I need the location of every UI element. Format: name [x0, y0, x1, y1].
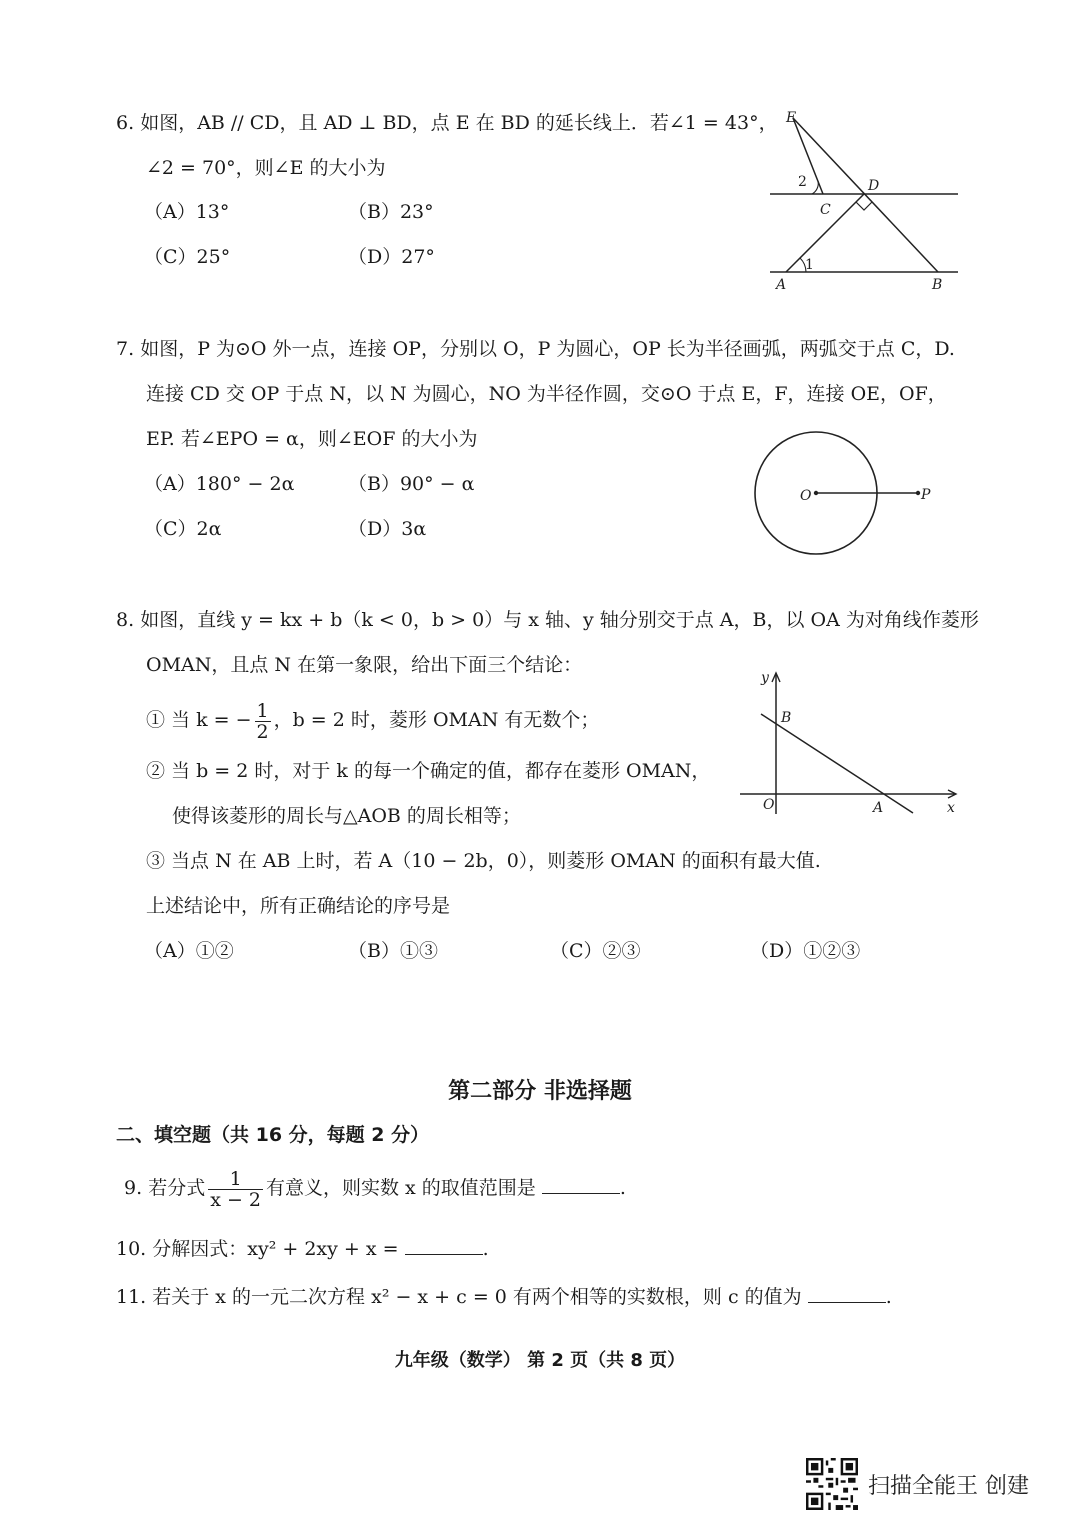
q7-option-d: （D）3α	[348, 518, 427, 540]
q10-end: .	[482, 1238, 489, 1260]
q6-label-d: D	[868, 178, 880, 194]
q8-c1-post: ，b = 2 时，菱形 OMAN 有无数个；	[273, 709, 600, 731]
part2-title: 第二部分 非选择题	[448, 1079, 632, 1104]
q8-question: 上述结论中，所有正确结论的序号是	[146, 895, 451, 917]
q7-label-o: O	[800, 488, 812, 504]
q9-answer-blank[interactable]	[542, 1171, 620, 1194]
q6-label-e: E	[786, 110, 797, 126]
q9-frac-den: x − 2	[210, 1188, 262, 1211]
q8-line1	[116, 607, 979, 633]
q6-angle-2: 2	[798, 174, 807, 190]
q11-line	[116, 1280, 892, 1310]
q8-line2: OMAN，且点 N 在第一象限，给出下面三个结论：	[146, 654, 583, 676]
q10-answer-blank[interactable]	[405, 1232, 483, 1255]
q8-c1-den: 2	[256, 720, 269, 743]
q7-line2: 连接 CD 交 OP 于点 N，以 N 为圆心，NO 为半径作圆，交⊙O 于点 E，F，连接 OE，OF，	[146, 383, 947, 405]
q8-option-b: （B）①③	[348, 940, 438, 962]
q9-frac-num: 1	[208, 1169, 263, 1190]
q6-label-c: C	[820, 202, 831, 218]
q8-conclusion-2a: ② 当 b = 2 时，对于 k 的每一个确定的值，都存在菱形 OMAN，	[146, 760, 711, 782]
q6-figure	[760, 104, 970, 300]
q6-text: 如图，AB // CD，且 AD ⊥ BD，点 E 在 BD 的延长线上．若∠1 = 43°，	[140, 112, 778, 134]
q9-number: 9.	[124, 1177, 143, 1199]
q8-c1-pre: ① 当 k = −	[146, 709, 252, 731]
qr-code-icon	[806, 1458, 858, 1510]
q9-pre: 若分式	[148, 1177, 206, 1199]
q11-text: 若关于 x 的一元二次方程 x² − x + c = 0 有两个相等的实数根，则 c 的值为	[152, 1286, 802, 1308]
q8-option-d: （D）①②③	[750, 940, 861, 962]
q6-line1	[116, 110, 778, 136]
q10-number: 10.	[116, 1238, 147, 1260]
q6-option-c: （C）25°	[144, 246, 231, 268]
q7-figure	[750, 428, 950, 558]
q8-conclusion-3: ③ 当点 N 在 AB 上时，若 A（10 − 2b，0），则菱形 OMAN 的面积有最大值.	[146, 850, 821, 872]
q6-line2: ∠2 = 70°，则∠E 的大小为	[146, 157, 386, 179]
q8-label-x: x	[947, 800, 955, 816]
q7-text: 如图，P 为⊙O 外一点，连接 OP，分别以 O，P 为圆心，OP 长为半径画弧，两弧交于点 C，D.	[140, 338, 955, 360]
q6-option-b: （B）23°	[348, 201, 434, 223]
q8-conclusion-1	[146, 700, 599, 742]
q10-text: 分解因式：xy² + 2xy + x =	[152, 1238, 399, 1260]
q9-end: .	[619, 1177, 626, 1199]
q9-fraction	[208, 1169, 263, 1210]
q8-text: 如图，直线 y = kx + b（k < 0，b > 0）与 x 轴、y 轴分别交于点 A，B，以 OA 为对角线作菱形	[140, 609, 979, 631]
q6-label-a: A	[776, 277, 787, 293]
q7-option-a: （A）180° − 2α	[144, 473, 295, 495]
q8-figure	[735, 666, 965, 818]
q9-line	[124, 1164, 626, 1212]
q6-angle-1: 1	[805, 257, 814, 273]
q7-option-c: （C）2α	[144, 518, 222, 540]
q7-line1	[116, 336, 955, 362]
page-footer: 九年级（数学） 第 2 页（共 8 页）	[394, 1350, 686, 1371]
q8-c1-num: 1	[256, 699, 269, 722]
part2-subtitle: 二、填空题（共 16 分，每题 2 分）	[116, 1124, 430, 1146]
q6-number: 6.	[116, 112, 135, 134]
q11-end: .	[885, 1286, 892, 1308]
q8-c1-fraction	[255, 701, 271, 742]
q8-label-o: O	[763, 797, 775, 813]
q8-conclusion-2b: 使得该菱形的周长与△AOB 的周长相等；	[172, 805, 521, 827]
q11-number: 11.	[116, 1286, 147, 1308]
q6-option-d: （D）27°	[348, 246, 435, 268]
q8-number: 8.	[116, 609, 135, 631]
q8-label-y: y	[761, 670, 769, 686]
q8-option-a: （A）①②	[144, 940, 234, 962]
q8-label-b: B	[781, 710, 792, 726]
q6-label-b: B	[932, 277, 943, 293]
q8-option-c: （C）②③	[550, 940, 641, 962]
q7-label-p: P	[921, 487, 931, 503]
scanner-watermark	[806, 1458, 1029, 1510]
watermark-text: 扫描全能王 创建	[868, 1473, 1029, 1499]
q9-post: 有意义，则实数 x 的取值范围是	[266, 1177, 536, 1199]
q7-number: 7.	[116, 338, 135, 360]
q10-line	[116, 1232, 489, 1262]
q6-option-a: （A）13°	[144, 201, 230, 223]
q7-line3: EP. 若∠EPO = α，则∠EOF 的大小为	[146, 428, 478, 450]
q7-option-b: （B）90° − α	[348, 473, 475, 495]
q8-label-a: A	[873, 800, 884, 816]
q11-answer-blank[interactable]	[808, 1280, 886, 1303]
